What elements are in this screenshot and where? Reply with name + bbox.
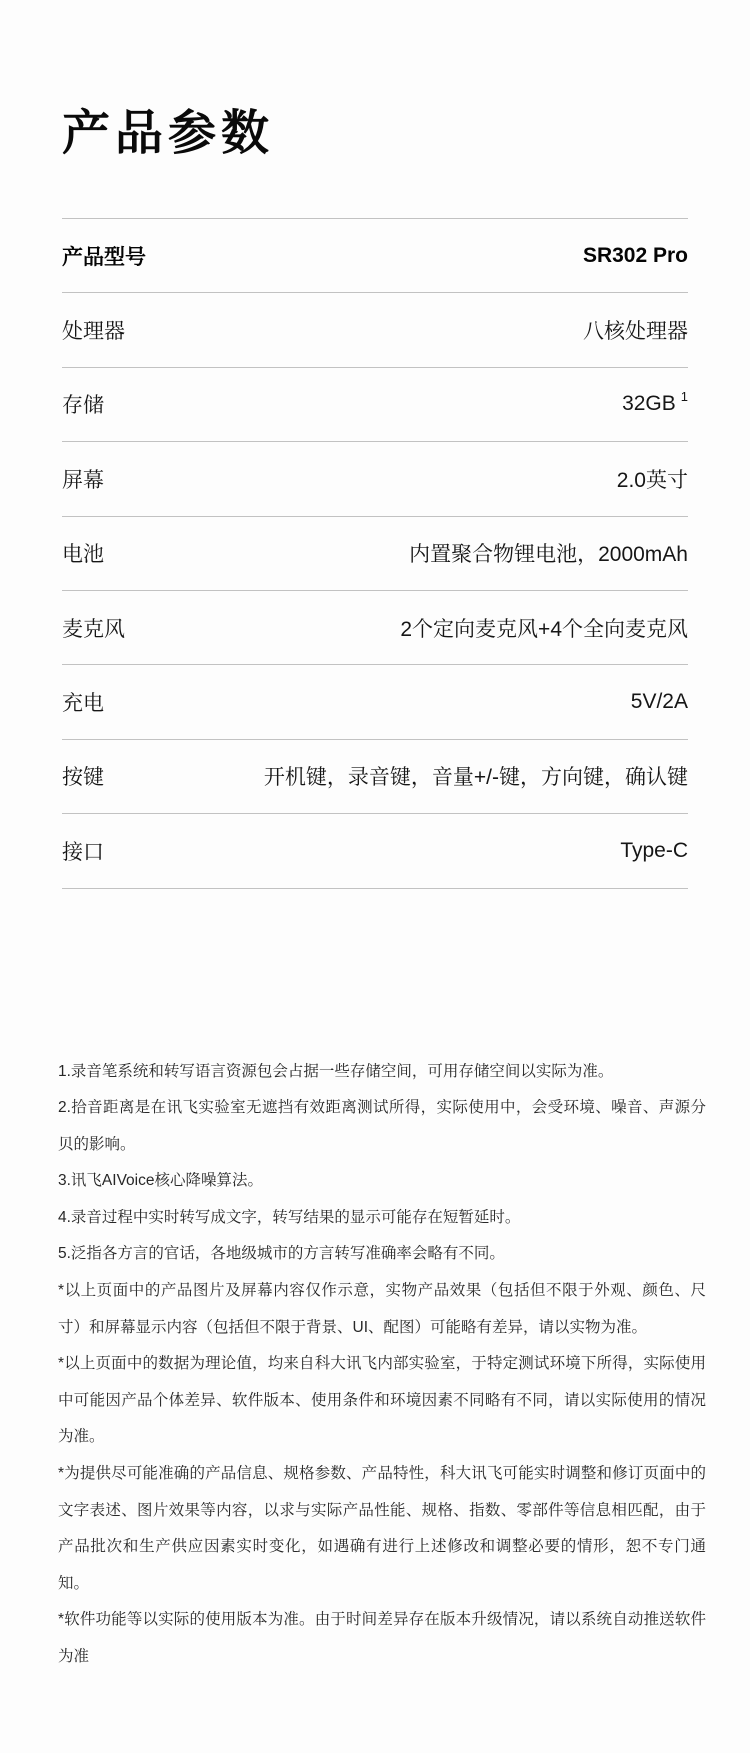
disclaimer-revisions: *为提供尽可能准确的产品信息、规格参数、产品特性，科大讯飞可能实时调整和修订页面中的文字表述、图片效果等内容，以求与实际产品性能、规格、指数、零部件等信息相匹配，由于产品批次和生产供应因素实时变化，如遇确有进行上述修改和调整必要的情形，恕不专门通知。 — [58, 1465, 706, 1592]
footnote-5: 5.泛指各方言的官话，各地级城市的方言转写准确率会略有不同。 — [58, 1245, 505, 1263]
footnote-2: 2.拾音距离是在讯飞实验室无遮挡有效距离测试所得，实际使用中，会受环境、噪音、声源分贝的影响。 — [58, 1099, 706, 1153]
disclaimer-images: *以上页面中的产品图片及屏幕内容仅作示意，实物产品效果（包括但不限于外观、颜色、尺寸）和屏幕显示内容（包括但不限于背景、UI、配图）可能略有差异，请以实物为准。 — [58, 1282, 706, 1336]
spec-label: 产品型号 — [62, 245, 146, 269]
spec-value: 内置聚合物锂电池，2000mAh — [409, 543, 688, 567]
spec-label: 存储 — [62, 394, 104, 418]
footnote-4: 4.录音过程中实时转写成文字，转写结果的显示可能存在短暂延时。 — [58, 1208, 521, 1226]
spec-label: 屏幕 — [62, 468, 104, 492]
spec-value: SR302 Pro — [582, 243, 688, 267]
footnotes-section — [58, 1054, 706, 1676]
spec-label: 麦克风 — [62, 617, 125, 641]
spec-row-model — [62, 219, 688, 293]
spec-value: 2个定向麦克风+4个全向麦克风 — [400, 617, 688, 641]
spec-value: 2.0英寸 — [616, 468, 688, 492]
spec-row-screen — [62, 442, 688, 516]
spec-label: 接口 — [62, 840, 104, 864]
spec-row-charging — [62, 665, 688, 739]
spec-row-microphone — [62, 591, 688, 665]
spec-table — [62, 218, 688, 889]
storage-value: 32GB — [622, 392, 676, 416]
spec-label: 充电 — [62, 692, 104, 716]
spec-value — [622, 389, 688, 416]
spec-value: 八核处理器 — [583, 320, 688, 344]
footnote-1: 1.录音笔系统和转写语言资源包会占据一些存储空间，可用存储空间以实际为准。 — [58, 1062, 614, 1080]
disclaimer-data: *以上页面中的数据为理论值，均来自科大讯飞内部实验室，于特定测试环境下所得，实际使用中可能因产品个体差异、软件版本、使用条件和环境因素不同略有不同，请以实际使用的情况为准。 — [58, 1355, 706, 1446]
disclaimer-software: *软件功能等以实际的使用版本为准。由于时间差异存在版本升级情况，请以系统自动推送软件为准 — [58, 1611, 706, 1666]
spec-row-storage — [62, 368, 688, 442]
spec-value: 5V/2A — [630, 690, 688, 714]
footnote-3: 3.讯飞AIVoice核心降噪算法。 — [58, 1172, 263, 1190]
spec-value: 开机键，录音键，音量+/-键，方向键，确认键 — [263, 766, 688, 790]
spec-value: Type-C — [620, 838, 688, 862]
footnote-ref-1: 1 — [680, 389, 688, 405]
spec-label: 电池 — [62, 543, 104, 567]
spec-row-port — [62, 814, 688, 888]
spec-label: 按键 — [62, 766, 104, 790]
spec-row-processor — [62, 293, 688, 367]
spec-row-buttons — [62, 740, 688, 814]
spec-row-battery — [62, 517, 688, 591]
spec-label: 处理器 — [62, 320, 125, 344]
page-title: 产品参数 — [62, 107, 275, 160]
